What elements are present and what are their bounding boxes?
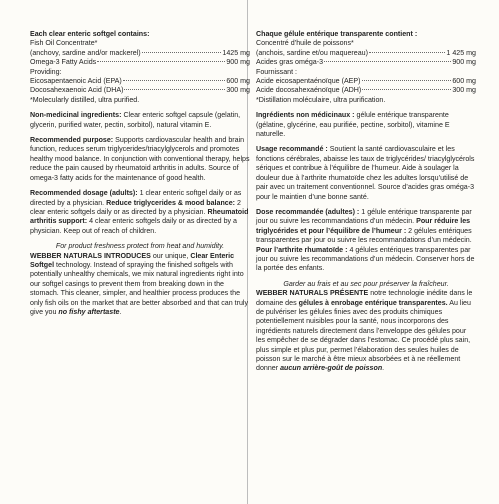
dha-row: Docosahexaenoic Acid (DHA) 300 mg <box>30 86 250 95</box>
ingredients-heading-fr: Chaque gélule entérique transparente contient : <box>256 30 418 38</box>
recommended-purpose: Recommended purpose: Supports cardiovascular health and brain function, reduces serum triglycerides/triacylglycerols and promotes healthy mood balance. In conjunction with conventional therapy, helps reduce the pain caused by rheumatoid arthritis in adults. Source of omega-3 fatty acids for the maintenance of good health. <box>30 136 250 182</box>
intro-paragraph-fr: WEBBER NATURALS PRÉSENTE notre technologie inédite dans le domaine des gélules à enrobage entérique transparentes. Au lieu de pulvériser les gélules finies avec des produits chimiques potentiellement nuisibles pour la santé, nous incorporons des ingrédients naturels directement dans l’enveloppe des gélules pour les empêcher de se dégrader dans l’estomac. Ce procédé plus sain, plus simple et plus pur, permet l’élaboration des seules huiles de poisson sur le marché à être mieux absorbées et à ne réellement donner aucun arrière-goût de poisson. <box>256 289 473 373</box>
ingredients-heading: Each clear enteric softgel contains: <box>30 30 150 38</box>
concentrate-label: Fish Oil Concentrate* <box>30 39 98 48</box>
storage-note-fr: Garder au frais et au sec pour préserver la fraîcheur. <box>283 279 449 288</box>
non-medicinal-ingredients: Non-medicinal ingredients: Clear enteric softgel capsule (gelatin, glycerin, purified water, pectin, sorbitol), natural vitamin E. <box>30 111 241 129</box>
storage-note: For product freshness protect from heat and humidity. <box>55 242 225 251</box>
english-column <box>30 30 250 317</box>
providing-label-fr: Fournissant : <box>256 67 298 76</box>
recommended-usage-fr: Usage recommandé : Soutient la santé cardiovasculaire et les fonctions cérébrales, abaisse les taux de triglycérides/ triacylglycérols sériques et contribue à l’équilibre de l’humeur. Aide à soulager la douleur due à l’arthrite rhumatoïde chez les adultes lorsqu’utilisé de pair avec un traitement conventionnel. Source d’acides gras oméga-3 pour le maintien d’une bonne santé. <box>256 145 475 201</box>
distilled-footnote-fr: *Distillation moléculaire, ultra purification. <box>256 95 386 104</box>
french-column <box>256 30 476 374</box>
intro-paragraph: WEBBER NATURALS INTRODUCES our unique, Clear Enteric Softgel technology. Instead of spraying the finished softgels with potentially unhealthy chemicals, we mix natural ingredients right into our softgel casings to prevent them from breaking down in the stomach. This cleaner, simpler, and healthier process produces the only fish oils on the market that are better absorbed and that can truly give you no fishy aftertaste. <box>30 251 249 316</box>
concentrate-label-fr: Concentré d’huile de poissons* <box>256 39 354 48</box>
epa-row-fr: Acide eicosapentaénoïque (AEP) 600 mg <box>256 77 476 86</box>
epa-row: Eicosapentaenoic Acid (EPA) 600 mg <box>30 77 250 86</box>
providing-label: Providing: <box>30 67 62 76</box>
recommended-dosage: Recommended dosage (adults): 1 clear enteric softgel daily or as directed by a physician. Reduce triglycerides & mood balance: 2 clear enteric softgels daily or as directed by a physician. Rheumatoid arthritis support: 4 clear enteric softgels daily or as directed by a physician. Keep out of reach of children. <box>30 189 249 235</box>
non-medicinal-ingredients-fr: Ingrédients non médicinaux : gélule entérique transparente (gélatine, glycérine, eau purifiée, pectine, sorbitol), vitamine E naturelle. <box>256 111 450 139</box>
source-row: (anchovy, sardine and/or mackerel) 1425 mg <box>30 48 250 57</box>
omega3-row-fr: Acides gras oméga-3 900 mg <box>256 58 476 67</box>
dha-row-fr: Acide docosahexaénoïque (ADH) 300 mg <box>256 86 476 95</box>
source-row-fr: (anchois, sardine et/ou maquereau) 1 425 mg <box>256 48 476 57</box>
omega3-row: Omega-3 Fatty Acids 900 mg <box>30 58 250 67</box>
recommended-dose-fr: Dose recommandée (adultes) : 1 gélule entérique transparente par jour ou suivre les recommandations d’un médecin. Pour réduire les triglycérides et pour l’équilibre de l’humeur : 2 gélules entériques transparentes par jour ou suivre les recommandations d’un médecin. Pour l’arthrite rhumatoïde : 4 gélules entériques transparentes par jour ou suivre les recommandations d’un médecin. Conserver hors de la portée des enfants. <box>256 207 475 273</box>
distilled-footnote: *Molecularly distilled, ultra purified. <box>30 95 140 104</box>
